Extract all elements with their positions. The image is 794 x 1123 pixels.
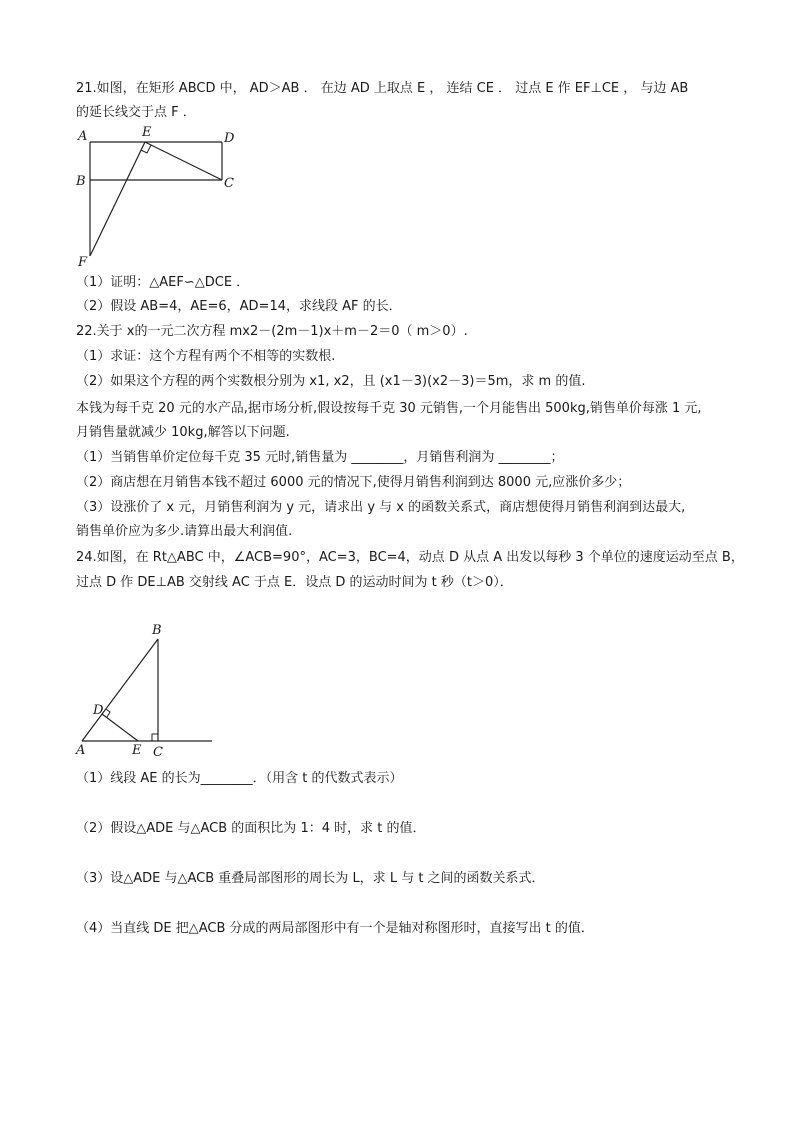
q21-part1: （1）证明：△AEF∽△DCE ． [76, 275, 250, 290]
q23-part1: （1）当销售单价定位每千克 35 元时,销售量为 ________，月销售利润为 ________； [76, 450, 564, 465]
q24-part3: （3）设△ADE 与△ACB 重叠局部图形的周长为 L，求 L 与 t 之间的函数关系式． [76, 871, 545, 886]
q21-label-D: D [224, 131, 235, 146]
q21-segment-EF [90, 142, 145, 256]
q22-part1: （1）求证：这个方程有两个不相等的实数根. [76, 349, 336, 364]
q21-part2: （2）假设 AB=4，AE=6，AD=14，求线段 AF 的长． [76, 299, 402, 314]
q24-right-angle-mark-D [106, 709, 110, 717]
q24-right-angle-mark-C [152, 734, 158, 741]
q24-label-A: A [76, 743, 86, 758]
q24-label-D: D [93, 703, 104, 718]
q24-segment-DE [102, 714, 138, 741]
q21-statement-line1: 21.如图，在矩形 ABCD 中， AD＞AB ． 在边 AD 上取点 E ， 连结 CE ． 过点 E 作 EF⊥CE ， 与边 AB [76, 81, 689, 96]
q23-statement-line1: 本钱为每千克 20 元的水产品,据市场分析,假设按每千克 30 元销售,一个月能售出 500kg,销售单价每涨 1 元, [76, 401, 702, 416]
q23-part2: （2）商店想在月销售本钱不超过 6000 元的情况下,使得月销售利润到达 8000 元,应涨价多少； [76, 475, 631, 490]
q24-figure [70, 620, 220, 760]
q24-segment-AB [82, 639, 158, 741]
q22-statement: 22.关于 x的一元二次方程 mx2－(2m－1)x＋m－2＝0（ m＞0）. [76, 324, 468, 339]
q21-segment-EC [145, 142, 222, 180]
q21-label-B: B [76, 174, 86, 189]
q23-statement-line2: 月销售量就减少 10kg,解答以下问题. [76, 425, 290, 440]
q24-label-C: C [153, 745, 163, 760]
q24-label-E: E [132, 743, 142, 758]
q21-label-F: F [78, 255, 88, 270]
q24-part4: （4）当直线 DE 把△ACB 分成的两局部图形中有一个是轴对称图形时，直接写出 t 的值． [76, 921, 594, 936]
q23-part3-line2: 销售单价应为多少.请算出最大利润值. [76, 524, 293, 539]
q22-part2: （2）如果这个方程的两个实数根分别为 x1, x2，且 (x1－3)(x2－3)＝5m，求 m 的值. [76, 374, 586, 389]
q23-part3-line1: （3）设涨价了 x 元，月销售利润为 y 元，请求出 y 与 x 的函数关系式，商店想使得月销售利润到达最大, [76, 500, 686, 515]
q24-label-B: B [152, 623, 162, 638]
q24-statement-line2: 过点 D 作 DE⊥AB 交射线 AC 于点 E．设点 D 的运动时间为 t 秒（t＞0）． [76, 575, 513, 590]
q24-statement-line1: 24.如图，在 Rt△ABC 中，∠ACB=90°，AC=3，BC=4，动点 D 从点 A 出发以每秒 3 个单位的速度运动至点 B， [76, 550, 744, 565]
q21-statement-line2: 的延长线交于点 F ． [76, 105, 196, 120]
q21-label-A: A [78, 129, 88, 144]
q21-label-E: E [142, 125, 152, 140]
q21-figure [70, 124, 250, 270]
q24-part1: （1）线段 AE 的长为________．（用含 t 的代数式表示） [76, 771, 403, 786]
q24-part2: （2）假设△ADE 与△ACB 的面积比为 1：4 时，求 t 的值． [76, 821, 426, 836]
q21-label-C: C [224, 176, 234, 191]
